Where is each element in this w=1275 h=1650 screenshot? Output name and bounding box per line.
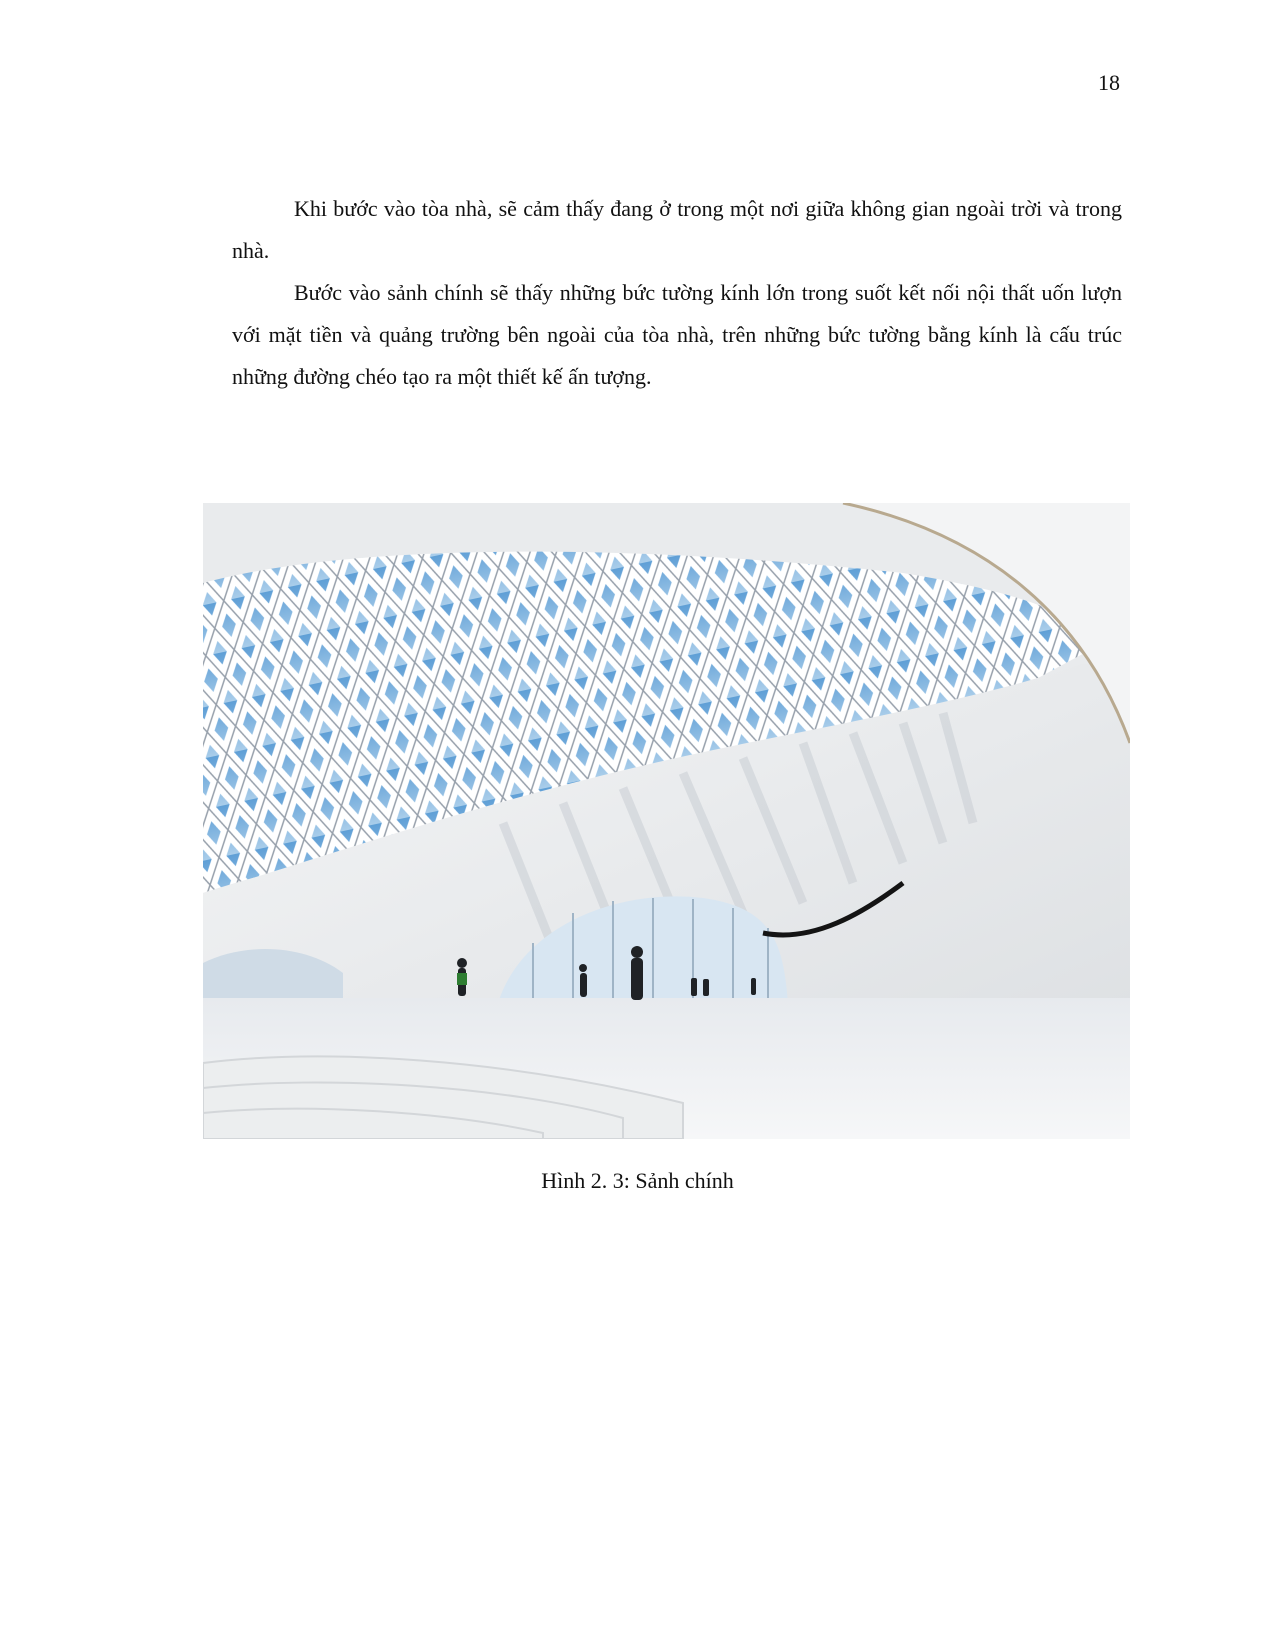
paragraph: Bước vào sảnh chính sẽ thấy những bức tường kính lớn trong suốt kết nối nội thất uốn lượn với mặt tiền và quảng trường bên ngoài của tòa nhà, trên những bức tường bằng kính là cấu trúc những đường chéo tạo ra một thiết kế ấn tượng. [232, 280, 1122, 389]
paragraph: Khi bước vào tòa nhà, sẽ cảm thấy đang ở trong một nơi giữa không gian ngoài trời và trong nhà. [232, 196, 1122, 263]
main-hall-photo [203, 503, 1130, 1139]
page-number: 18 [1098, 70, 1120, 95]
figure-image [203, 503, 1130, 1139]
body-text [232, 188, 1122, 398]
figure-caption: Hình 2. 3: Sảnh chính [541, 1168, 734, 1193]
